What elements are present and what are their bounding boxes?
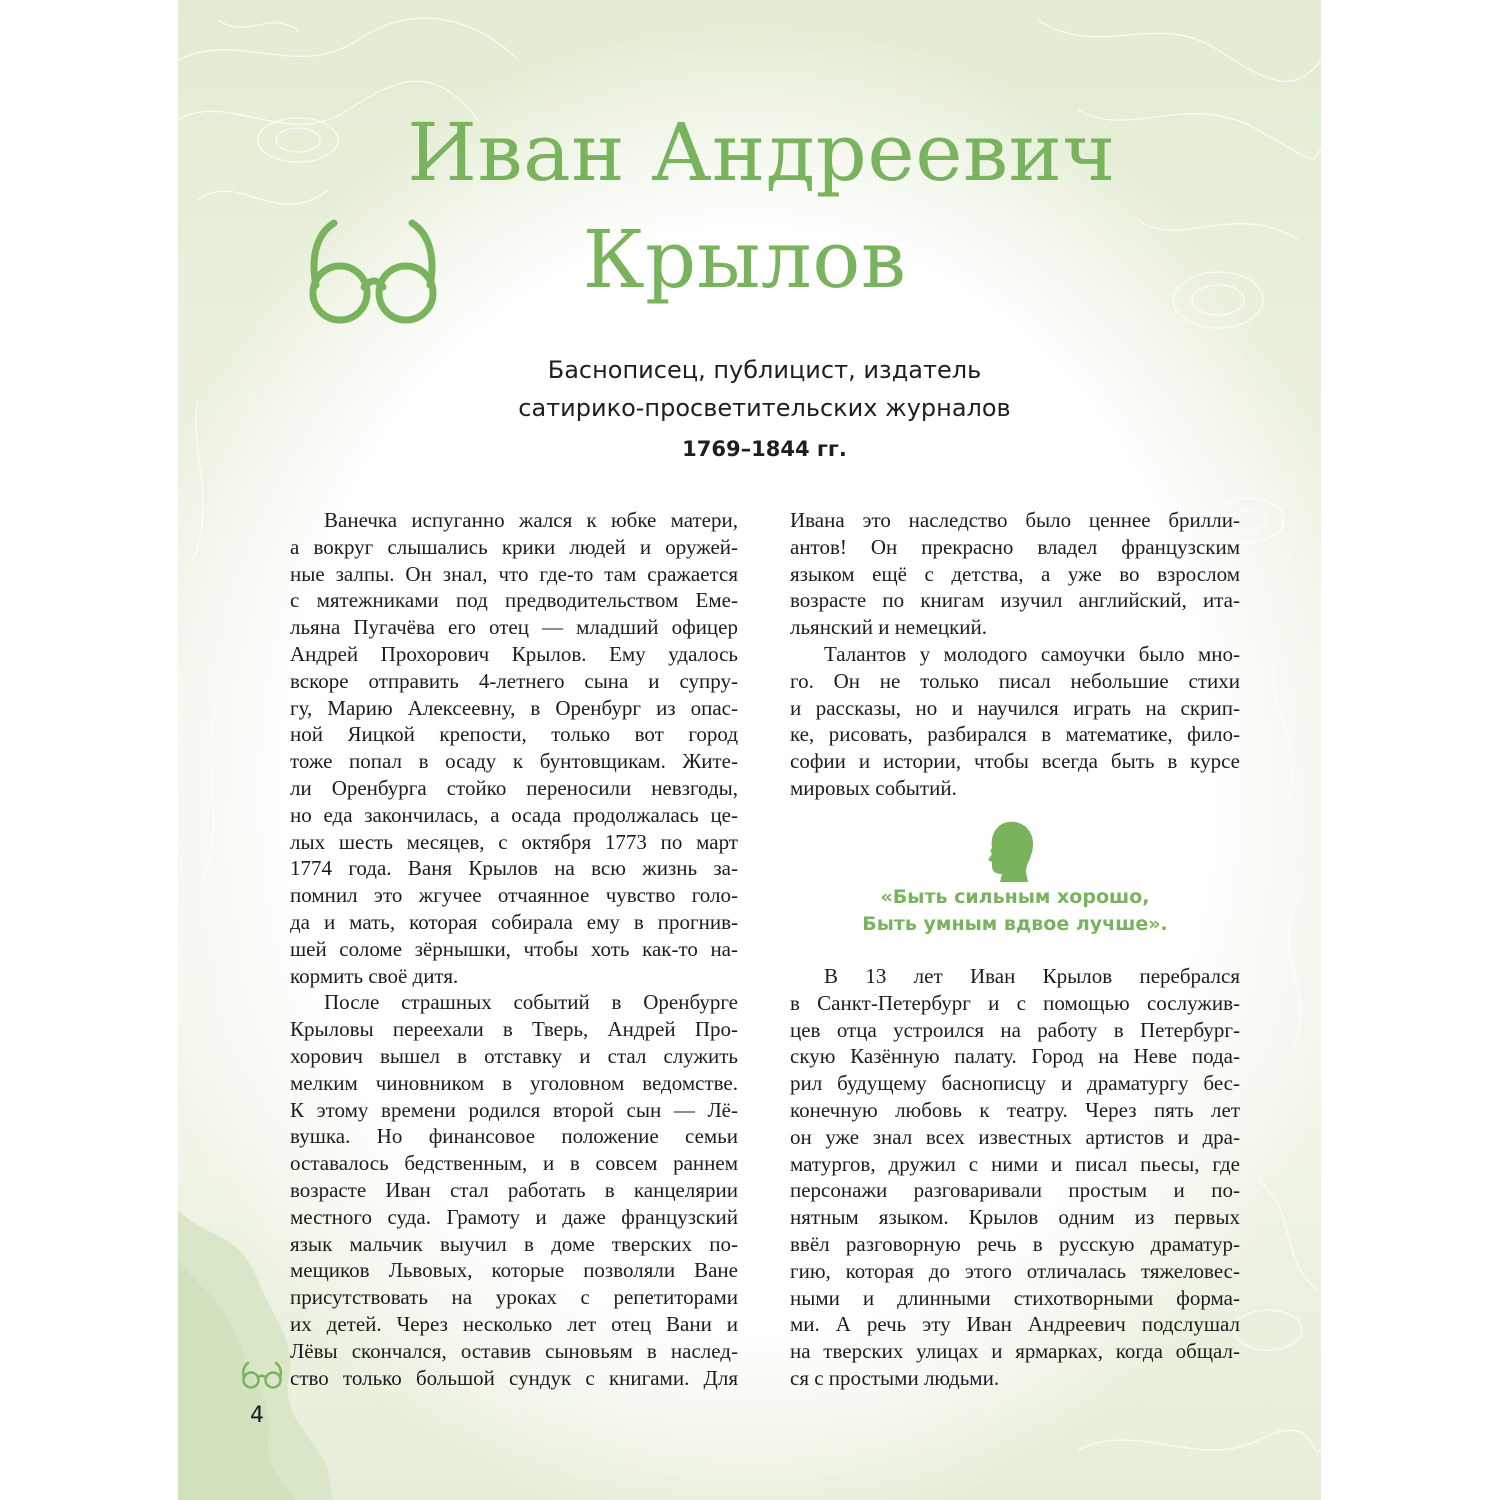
text-line: матургов, дружил с ними и писал пьесы, где [790, 1151, 1240, 1176]
text-line: местного суда. Грамоту и даже французский [290, 1204, 738, 1229]
text-line: кормить своё дитя. [290, 963, 459, 988]
text-line: но еда закончилась, а осада продолжалась це- [290, 802, 738, 827]
text-line: ные залпы. Он знал, что где-то там сражается [290, 561, 738, 586]
text-line: возрасте Иван стал работать в канцелярии [290, 1177, 738, 1202]
text-line: мировых событий. [790, 775, 957, 800]
text-line: софии и истории, чтобы всегда быть в курсе [790, 749, 1240, 774]
right-text-column-bottom [790, 963, 1240, 1392]
text-line: Андрей Прохорович Крылов. Ему удалось [290, 641, 738, 666]
text-line: ми. А речь эту Иван Андреевич подслушал [790, 1312, 1240, 1337]
text-line: мещиков Львовых, которые позволяли Ване [290, 1258, 738, 1283]
text-line: скую Казённую палату. Город на Неве пода- [790, 1044, 1240, 1069]
subtitle-line1: Баснописец, публицист, издатель [547, 356, 982, 384]
page-number: 4 [250, 1403, 264, 1428]
text-line: Ивана это наследство было ценнее брилли- [790, 508, 1240, 532]
text-line: оставалось бедственным, и в совсем раннем [290, 1151, 738, 1176]
text-line: и рассказы, но и научился играть на скрип- [790, 695, 1240, 720]
text-line: ли Оренбурга стойко переносили невзгоды, [290, 775, 738, 800]
text-line: гу, Марию Алексеевну, в Оренбург из опас- [290, 695, 738, 720]
text-line: ся с простыми людьми. [790, 1365, 1000, 1390]
text-line: конечную любовь к театру. Через пять лет [790, 1097, 1240, 1122]
text-line: антов! Он прекрасно владел французским [790, 534, 1240, 559]
text-line: К этому времени родился второй сын — Лё- [290, 1097, 738, 1122]
text-line: рил будущему баснописцу и драматургу бес- [790, 1071, 1240, 1096]
text-line: го. Он не только писал небольшие стихи [790, 668, 1240, 693]
text-line: 1774 года. Ваня Крылов на всю жизнь за- [290, 856, 738, 881]
text-line: Крыловы переехали в Тверь, Андрей Про- [290, 1017, 738, 1042]
text-line: хорович вышел в отставку и стал служить [290, 1043, 738, 1068]
text-line: возрасте по книгам изучил английский, ита- [790, 588, 1240, 613]
text-line: ными и длинными стихотворными форма- [790, 1285, 1240, 1310]
page-title-line2: Крылов [582, 213, 907, 306]
text-line: вскоре отправить 4-летнего сына и супру- [290, 668, 738, 693]
text-line: Лёвы скончался, оставив сыновьям в наслед- [290, 1338, 738, 1363]
text-line: ке, рисовать, разбирался в математике, фило- [790, 722, 1240, 747]
text-line: на тверских улицах и ярмарках, когда общал- [790, 1339, 1240, 1364]
text-line: ввёл разговорную речь в русскую драматур- [790, 1231, 1240, 1256]
text-line: он уже знал всех известных артистов и дра- [790, 1124, 1240, 1149]
book-page [178, 0, 1321, 1500]
text-line: с мятежниками под предводительством Еме- [290, 588, 738, 613]
text-line: ство только большой сундук с книгами. Для [290, 1365, 738, 1390]
text-line: В 13 лет Иван Крылов перебрался [824, 964, 1240, 988]
text-line: помнил это жгучее отчаянное чувство голо- [290, 883, 738, 908]
glasses-icon [308, 215, 440, 333]
text-line: льянский и немецкий. [790, 615, 988, 640]
glasses-icon [240, 1361, 284, 1389]
text-line: персонажи разговаривали простым и по- [790, 1178, 1240, 1203]
right-text-column-top [790, 507, 1240, 802]
text-line: вушка. Но финансовое положение семьи [290, 1124, 738, 1149]
quote-block [790, 884, 1240, 938]
text-line: а вокруг слышались крики людей и оружей- [290, 534, 738, 559]
text-line: лых шесть месяцев, с октября 1773 по март [290, 829, 738, 854]
text-line: цев отца устроился на работу в Петербург- [790, 1017, 1240, 1042]
quote-line2: Быть умным вдвое лучше». [862, 913, 1168, 935]
head-silhouette-icon [986, 820, 1036, 882]
text-line: тоже попал в осаду к бунтовщикам. Жите- [290, 749, 738, 774]
text-line: их детей. Через несколько лет отец Вани и [290, 1311, 738, 1336]
text-line: да и мать, которая собирала ему в прогнив- [290, 909, 738, 934]
text-line: нятным языком. Крылов одним из первых [790, 1205, 1240, 1230]
text-line: мелким чиновником в уголовном ведомстве. [290, 1070, 738, 1095]
text-line: присутствовать на уроках с репетиторами [290, 1285, 738, 1310]
quote-line1: «Быть сильным хорошо, [880, 886, 1150, 908]
subtitle-line2: сатирико-просветительских журналов [518, 394, 1011, 422]
text-line: ной Яицкой крепости, только вот город [290, 722, 738, 747]
text-line: гию, которая до этого отличалась тяжеловес- [790, 1258, 1240, 1283]
text-line: язык мальчик выучил в доме тверских по- [290, 1231, 738, 1256]
text-line: Ванечка испуганно жался к юбке матери, [324, 508, 738, 532]
text-line: в Санкт-Петербург и с помощью сослужив- [790, 990, 1240, 1015]
left-text-column [290, 507, 738, 1391]
text-line: льяна Пугачёва его отец — младший офицер [290, 615, 738, 640]
text-line: Талантов у молодого самоучки было мно- [824, 641, 1240, 666]
life-years: 1769–1844 гг. [682, 437, 847, 461]
text-line: языком ещё с детства, а уже во взрослом [790, 561, 1240, 586]
text-line: После страшных событий в Оренбурге [324, 990, 738, 1015]
text-line: шей соломе зёрнышки, чтобы хоть как-то на- [290, 936, 738, 961]
page-title-line1: Иван Андреевич [407, 106, 1116, 199]
